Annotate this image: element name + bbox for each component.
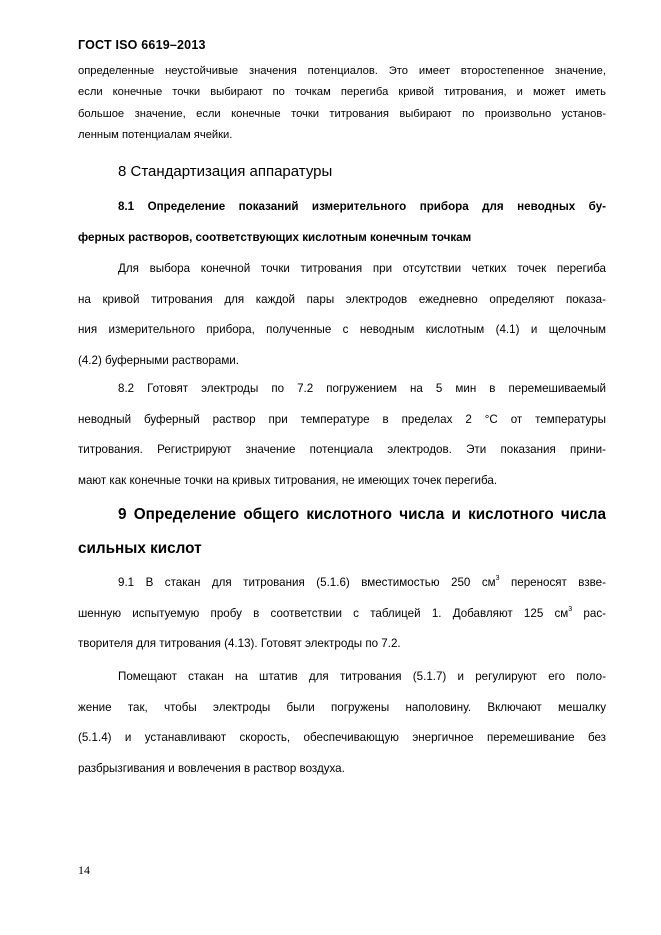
section-8-heading: 8 Стандартизация аппаратуры [118,163,333,180]
paragraph-8-1 [78,254,606,376]
paragraph-9-1 [78,568,606,660]
text-line: 9 Определение общего кислотного числа и кислотного числа [118,506,606,523]
text-line: творителя для титрования (4.13). Готовят электроды по 7.2. [78,637,401,650]
text-line: Помещают стакан на штатив для титрования (5.1.7) и регулируют его поло- [118,670,606,683]
text-line: разбрызгивания и вовлечения в раствор воздуха. [78,761,345,775]
text-line: титрования. Регистрируют значение потенциала электродов. Эти показания прини- [78,443,606,456]
text-line: ленным потенциалам ячейки. [78,128,233,141]
text-line: Для выбора конечной точки титрования при отсутствии четких точек перегиба [118,262,606,275]
text-line: если конечные точки выбирают по точкам перегиба кривой титрования, и может иметь [78,86,606,99]
text-line: (5.1.4) и устанавливают скорость, обеспечивающую энергичное перемешивание без [78,731,606,744]
text-line: (4.2) буферными растворами. [78,353,239,367]
document-header: ГОСТ ISO 6619–2013 [78,38,206,52]
text-line: мают как конечные точки на кривых титрования, не имеющих точек перегиба. [78,473,498,487]
superscript: 3 [495,575,500,582]
text-line: на кривой титрования для каждой пары электродов ежедневно определяют показа- [78,292,606,306]
paragraph-9-1-continued [78,662,606,784]
text-line: ния измерительного прибора, полученные с неводным кислотным (4.1) и щелочным [78,323,606,336]
paragraph-8-2 [78,374,606,496]
subsection-8-1-heading [78,192,606,253]
page-number: 14 [78,863,90,877]
text-line: 8.2 Готовят электроды по 7.2 погружением на 5 мин в перемешиваемый [118,382,606,395]
text-line: неводный буферный раствор при температуре в пределах 2 °С от температуры [78,412,606,426]
text-line: определенные неустойчивые значения потенциалов. Это имеет второстепенное значение, [78,65,606,77]
section-9-heading [78,498,606,566]
text-line: 9.1 В стакан для титрования (5.1.6) вместимостью 250 $см^3$ переносят взве- [118,575,606,589]
text-line: жение так, чтобы электроды были погружены наполовину. Включают мешалку [78,700,606,714]
text-line: шенную испытуемую пробу в соответствии с таблицей 1. Добавляют 125 $см^3$ рас- [78,605,606,620]
text-line: 8.1 Определение показаний измерительного прибора для неводных бу- [118,200,606,213]
intro-paragraph [78,61,606,146]
text-line: ферных растворов, соответствующих кислотным конечным точкам [78,230,472,244]
text-line: сильных кислот [78,540,202,557]
superscript: 3 [568,605,573,613]
text-line: большое значение, если конечные точки титрования выбирают по произвольно установ- [78,107,606,120]
